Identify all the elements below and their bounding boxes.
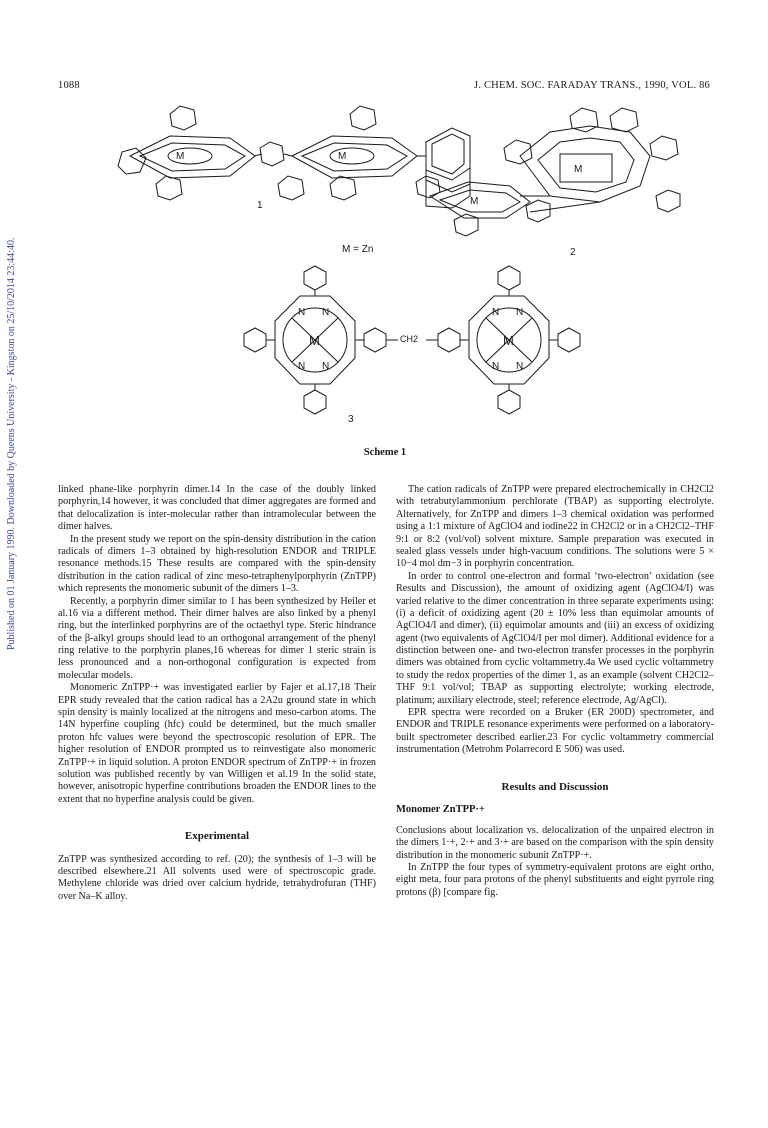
compound-3-nitrogen-5: N	[492, 307, 500, 318]
left-paragraph-5: ZnTPP was synthesized according to ref. (20); the synthesis of 1–3 will be described elsewhere.21 All solvents used were of spectroscopic grade. Methylene chloride was dried over calcium hydride, tetrahydrofuran (THF) over Na–K alloy.	[58, 853, 376, 902]
right-paragraph-5: In ZnTPP the four types of symmetry-equivalent protons are eight ortho, eight meta, four para protons of the phenyl substituents and eight pyrrole ring protons (β) [compare fig.	[396, 861, 714, 898]
left-column	[58, 484, 376, 903]
compound-3-metal-right: M	[503, 333, 514, 348]
compound-1-metal-left: M	[176, 151, 185, 162]
compound-3-nitrogen-7: N	[492, 361, 500, 372]
compound-2-label: 2	[570, 247, 576, 258]
scheme-caption: Scheme 1	[363, 447, 407, 458]
right-paragraph-1: The cation radicals of ZnTPP were prepared electrochemically in CH2Cl2 with tetrabutylammonium perchlorate (TBAP) as supporting electrolyte. Alternatively, for ZnTPP and dimers 1–3 chemical oxidation was performed using a 1:1 mixture of AgClO4 and iodine22 in CH2Cl2 or in a CH2Cl2–THF 9:1 or 8:2 (vol/vol) solvent mixture. Sample preparation was executed in sealed glass vessels under high-vacuum conditions. The solutions were 5 × 10−4 mol dm−3 in porphyrin concentration.	[396, 484, 714, 570]
journal-citation: J. CHEM. SOC. FARADAY TRANS., 1990, VOL. 86	[474, 80, 710, 91]
right-paragraph-4: Conclusions about localization vs. delocalization of the unpaired electron in the dimers 1·+, 2·+ and 3·+ are based on the comparison with the spin density distribution in the monomeric subunit ZnTPP·+.	[396, 824, 714, 861]
monomer-subheading: Monomer ZnTPP·+	[396, 804, 485, 815]
compound-2-structure	[416, 108, 680, 236]
left-paragraph-3: Recently, a porphyrin dimer similar to 1 has been synthesized by Heiler et al.16 via a different method. Their dimer halves are also linked by a phenyl ring, but the interlinked porphyrins are of the octaethyl type. Steric hindrance of the β-alkyl groups should lead to an orthogonal arrangement of the phenyl ring relative to the porphyrin planes,16 whereas for dimer 1 steric strain is less pronounced and a non-orthogonal configuration is expected from molecular models.	[58, 595, 376, 681]
download-notice-text: Published on 01 January 1990. Downloaded by Queens University - Kingston on 25/10/2014 23:44:40.	[6, 237, 17, 650]
scheme-1-figure	[60, 96, 710, 466]
compound-1-label: 1	[257, 200, 263, 211]
compound-3-label: 3	[348, 414, 354, 425]
compound-2-metal-top: M	[574, 164, 583, 175]
right-paragraph-2: In order to control one-electron and formal ‘two-electron’ oxidation (see Results and Discussion), the amount of oxidizing agent (AgClO4/I) was varied relative to the dimer concentration in three separate experiments using: (i) a deficit of oxidizing agent (20 ± 10% less than equimolar amounts of AgClO4/I and dimer), (ii) equimolar amounts and (iii) an excess of oxidizing agent (two equivalents of AgClO4/I per mol dimer). Additional evidence for a distinction between one- and two-electron transfer processes in the porphyrin dimers was obtained from cyclic voltammetry.4a We used cyclic voltammetry to study the redox properties of the dimer 1, as an example (solvent CH2Cl2–THF 9:1 vol/vol; TBAP as supporting electrolyte; working electrode, platinum; auxiliary electrode, steel; reference electrode, Ag/AgCl).	[396, 570, 714, 706]
page-number: 1088	[58, 80, 80, 91]
metal-definition: M = Zn	[342, 244, 374, 255]
compound-3-nitrogen-3: N	[298, 361, 306, 372]
left-paragraph-4: Monomeric ZnTPP·+ was investigated earlier by Fajer et al.17,18 Their EPR study revealed that the cation radical has a 2A2u ground state in which spin density is mainly localized at the nitrogens and meso-carbon atoms. The 14N hyperfine coupling (hfc) could be determined, but the much smaller proton hfc values were beyond the spectroscopic resolution of EPR. The higher resolution of ENDOR prompted us to reinvestigate also monomeric ZnTPP·+ in liquid solution. A proton ENDOR spectrum of ZnTPP·+ in frozen solution was published recently by van Willigen et al.19 In the solid state, however, anisotropic hyperfine contributions broaden the ENDOR lines to the extent that no hyperfine analysis could be given.	[58, 682, 376, 805]
compound-3-nitrogen-1: N	[298, 307, 306, 318]
compound-3-metal-left: M	[309, 333, 320, 348]
compound-3-nitrogen-2: N	[322, 307, 330, 318]
experimental-heading: Experimental	[184, 830, 250, 843]
compound-3-nitrogen-6: N	[516, 307, 524, 318]
left-paragraph-2: In the present study we report on the spin-density distribution in the cation radicals of dimers 1–3 obtained by high-resolution ENDOR and TRIPLE resonance methods.15 These results are compared with the spin-density distribution in the cation radical of zinc meso-tetraphenylporphyrin (ZnTPP) which represents the monomeric subunit of the dimers 1–3.	[58, 533, 376, 595]
compound-3-nitrogen-4: N	[322, 361, 330, 372]
scheme-drawing	[60, 96, 710, 466]
methylene-linker-label: CH2	[400, 334, 419, 344]
compound-1-metal-right: M	[338, 151, 347, 162]
compound-2-metal-bottom: M	[470, 196, 479, 207]
compound-1-structure	[118, 106, 470, 208]
right-column	[396, 484, 714, 899]
results-heading: Results and Discussion	[501, 780, 609, 793]
download-notice	[4, 110, 18, 1110]
left-paragraph-1: linked phane-like porphyrin dimer.14 In the case of the doubly linked porphyrin,14 however, it was concluded that dimer aggregates are formed and that delocalization is inter-molecular rather than intramolecular between the dimer halves.	[58, 484, 376, 533]
compound-3-nitrogen-8: N	[516, 361, 524, 372]
right-paragraph-3: EPR spectra were recorded on a Bruker (ER 200D) spectrometer, and ENDOR and TRIPLE resonance experiments were performed on a laboratory-built spectrometer described earlier.23 For cyclic voltammetry commercial instrumentation (Metrohm Polarrecord E 506) was used.	[396, 707, 714, 756]
